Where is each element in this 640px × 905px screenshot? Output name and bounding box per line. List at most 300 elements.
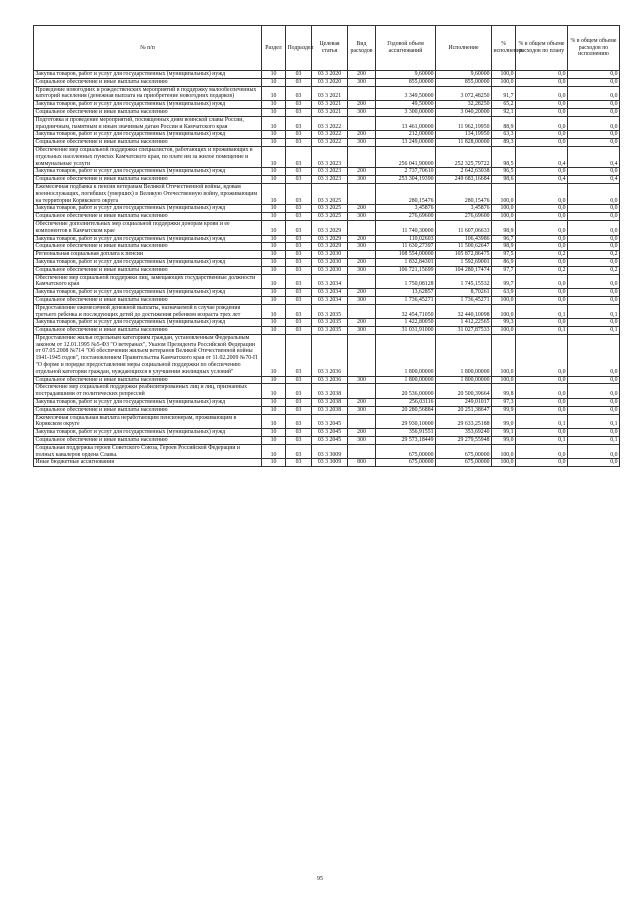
row-share-total: 0,1 [516,414,568,429]
row-name: Социальное обеспечение и иные выплаты населению [34,213,262,221]
row-share-total: 0,0 [516,168,568,176]
table-row [34,213,620,221]
row-name: Предоставление жилья отдельным категориям граждан, установленным Федеральным законом от 12.01.1995 №5-ФЗ "О ветеранах", Указом Президента Российской Федерации от 07.05.2008 №714 "Об обеспечении жильем ветеранов Великой Отечественной войны 1941-1945 годов", постановлением Правительства Камчатского края от 11.02.2009 №70-П "О форме и порядке предоставления меры социальной поддержки по обеспечению отдельной категории граждан, нуждающихся в улучшении жилищных условий" [34,334,262,376]
row-razdel: 10 [262,205,286,213]
row-razdel: 10 [262,86,286,101]
row-share-total: 0,0 [516,296,568,304]
table-row [34,146,620,167]
row-razdel: 10 [262,376,286,384]
row-share-exec: 0,2 [568,266,620,274]
row-podrazdel: 03 [286,71,312,79]
row-share-exec: 0,0 [568,274,620,289]
row-share-exec: 0,4 [568,146,620,167]
row-csr: 03 3 2045 [312,437,348,445]
table-row [34,319,620,327]
row-name: Обеспечение мер социальной поддержки лиц, замещающих государственные должности Камчатского края [34,274,262,289]
table-row [34,399,620,407]
row-fact: 9,60000 [436,71,492,79]
row-share-exec: 0,0 [568,289,620,297]
row-plan: 20 536,00000 [376,384,436,399]
row-name: Социальное обеспечение и иные выплаты населению [34,243,262,251]
row-share-exec: 0,1 [568,414,620,429]
row-name: Закупка товаров, работ и услуг для государственных (муниципальных) нужд [34,235,262,243]
row-fact: 249,01017 [436,399,492,407]
row-csr: 03 3 2029 [312,243,348,251]
row-csr: 03 3 2022 [312,139,348,147]
row-share-exec: 0,0 [568,296,620,304]
row-fact: 1 592,69001 [436,258,492,266]
row-csr: 03 3 2029 [312,220,348,235]
row-plan: 256 041,90000 [376,146,436,167]
row-fact: 855,00000 [436,78,492,86]
row-fact: 280,15476 [436,183,492,204]
table-header-row [34,26,620,71]
row-name: Закупка товаров, работ и услуг для государственных (муниципальных) нужд [34,131,262,139]
row-name: Социальное обеспечение и иные выплаты населению [34,176,262,184]
row-fact: 249 683,16684 [436,176,492,184]
row-share-total: 0,1 [516,304,568,319]
row-fact: 104 280,17474 [436,266,492,274]
row-podrazdel: 03 [286,139,312,147]
table-row [34,289,620,297]
row-razdel: 10 [262,183,286,204]
row-razdel: 10 [262,243,286,251]
row-fact: 11 607,06633 [436,220,492,235]
row-razdel: 10 [262,459,286,467]
table-row [34,101,620,109]
row-pct: 100,0 [492,459,516,467]
row-razdel: 10 [262,406,286,414]
row-plan: 32 454,71050 [376,304,436,319]
row-pct: 100,0 [492,376,516,384]
row-razdel: 10 [262,258,286,266]
row-plan: 49,50000 [376,101,436,109]
row-pct: 98,9 [492,220,516,235]
row-plan: 108 554,00000 [376,251,436,259]
row-podrazdel: 03 [286,101,312,109]
row-razdel: 10 [262,213,286,221]
row-pct: 100,0 [492,304,516,319]
row-plan: 106 721,15699 [376,266,436,274]
row-share-total: 0,0 [516,86,568,101]
row-share-exec: 0,0 [568,183,620,204]
row-vr [348,414,376,429]
row-vr: 200 [348,429,376,437]
row-vr: 300 [348,437,376,445]
table-row [34,327,620,335]
row-pct: 88,9 [492,116,516,131]
row-share-exec: 0,0 [568,258,620,266]
row-share-total: 0,0 [516,183,568,204]
row-pct: 98,5 [492,146,516,167]
document-page [33,25,619,467]
row-share-total: 0,0 [516,101,568,109]
row-pct: 63,9 [492,289,516,297]
row-share-total: 0,1 [516,437,568,445]
row-razdel: 10 [262,78,286,86]
row-vr: 200 [348,101,376,109]
row-share-exec: 0,0 [568,101,620,109]
row-share-total: 0,0 [516,213,568,221]
row-vr [348,251,376,259]
row-vr: 300 [348,213,376,221]
row-csr: 03 3 2023 [312,168,348,176]
row-pct: 99,0 [492,414,516,429]
row-razdel: 10 [262,399,286,407]
header-plan: Годовой объем ассигнований [376,26,436,71]
table-row [34,334,620,376]
row-plan: 11 740,30000 [376,220,436,235]
table-row [34,429,620,437]
row-podrazdel: 03 [286,444,312,459]
row-share-total: 0,0 [516,258,568,266]
row-plan: 855,00000 [376,78,436,86]
row-share-total: 0,0 [516,319,568,327]
row-plan: 9,60000 [376,71,436,79]
row-vr: 300 [348,176,376,184]
table-row [34,220,620,235]
row-pct: 96,7 [492,235,516,243]
row-csr: 03 3 3009 [312,459,348,467]
row-share-exec: 0,0 [568,168,620,176]
row-fact: 32 440,10098 [436,304,492,319]
row-fact: 8,70261 [436,289,492,297]
row-fact: 3 072,48250 [436,86,492,101]
row-csr: 03 3 2034 [312,296,348,304]
row-podrazdel: 03 [286,414,312,429]
row-razdel: 10 [262,327,286,335]
row-name: Закупка товаров, работ и услуг для государственных (муниципальных) нужд [34,205,262,213]
row-pct: 98,6 [492,176,516,184]
row-share-exec: 0,0 [568,86,620,101]
row-plan: 3 349,50000 [376,86,436,101]
header-share-total: % в общем объеме расходов по плану [516,26,568,71]
row-name: Закупка товаров, работ и услуг для государственных (муниципальных) нужд [34,289,262,297]
row-fact: 20 251,38647 [436,406,492,414]
row-pct: 97,7 [492,266,516,274]
row-plan: 13 461,00000 [376,116,436,131]
row-fact: 1 736,45271 [436,296,492,304]
row-name: Закупка товаров, работ и услуг для государственных (муниципальных) нужд [34,168,262,176]
row-vr: 200 [348,319,376,327]
row-name: Закупка товаров, работ и услуг для государственных (муниципальных) нужд [34,71,262,79]
row-vr: 300 [348,78,376,86]
row-podrazdel: 03 [286,334,312,376]
row-podrazdel: 03 [286,116,312,131]
row-csr: 03 3 2023 [312,146,348,167]
row-share-exec: 0,0 [568,459,620,467]
row-podrazdel: 03 [286,243,312,251]
row-csr: 03 3 2030 [312,266,348,274]
row-podrazdel: 03 [286,78,312,86]
row-vr: 200 [348,71,376,79]
row-razdel: 10 [262,274,286,289]
table-row [34,205,620,213]
row-share-exec: 0,4 [568,176,620,184]
row-name: Социальное обеспечение и иные выплаты населению [34,296,262,304]
row-pct: 100,0 [492,205,516,213]
row-share-exec: 0,0 [568,235,620,243]
row-vr [348,86,376,101]
row-podrazdel: 03 [286,146,312,167]
table-row [34,168,620,176]
row-vr [348,444,376,459]
row-fact: 11 962,19950 [436,116,492,131]
table-row [34,274,620,289]
table-row [34,258,620,266]
row-share-exec: 0,0 [568,205,620,213]
row-share-total: 0,0 [516,384,568,399]
row-csr: 03 3 2035 [312,327,348,335]
page-number: 95 [317,876,323,882]
row-plan: 253 304,19390 [376,176,436,184]
row-pct: 99,0 [492,437,516,445]
table-row [34,86,620,101]
table-row [34,116,620,131]
row-fact: 32,28250 [436,101,492,109]
row-name: Ежемесячная социальная выплата неработающим пенсионерам, проживающим в Корякском округе [34,414,262,429]
header-fact: Исполнение [436,26,492,71]
row-share-total: 0,0 [516,334,568,376]
row-share-exec: 0,1 [568,437,620,445]
row-podrazdel: 03 [286,235,312,243]
table-row [34,437,620,445]
row-share-total: 0,0 [516,444,568,459]
row-razdel: 10 [262,319,286,327]
row-share-total: 0,0 [516,116,568,131]
row-plan: 1 422,80050 [376,319,436,327]
row-share-exec: 0,1 [568,304,620,319]
row-podrazdel: 03 [286,437,312,445]
row-name: Закупка товаров, работ и услуг для государственных (муниципальных) нужд [34,429,262,437]
row-vr: 300 [348,327,376,335]
row-share-total: 0,0 [516,205,568,213]
row-share-exec: 0,0 [568,220,620,235]
row-csr: 03 3 3009 [312,444,348,459]
row-vr: 200 [348,205,376,213]
row-podrazdel: 03 [286,399,312,407]
row-fact: 11 500,62647 [436,243,492,251]
row-pct: 99,8 [492,384,516,399]
row-csr: 03 3 2023 [312,176,348,184]
row-vr [348,116,376,131]
row-razdel: 10 [262,437,286,445]
row-razdel: 10 [262,289,286,297]
row-plan: 1 800,00000 [376,376,436,384]
row-podrazdel: 03 [286,251,312,259]
row-plan: 20 280,56884 [376,406,436,414]
row-share-total: 0,0 [516,429,568,437]
row-name: Обеспечение мер социальной поддержки специалистов, работающих и проживающих в отдельных населенных пунктах Камчатского края, по плате им за жилое помещение и коммунальные услуги [34,146,262,167]
row-pct: 100,0 [492,334,516,376]
row-csr: 03 3 2030 [312,258,348,266]
row-pct: 100,0 [492,213,516,221]
row-share-total: 0,0 [516,274,568,289]
row-vr: 200 [348,258,376,266]
table-row [34,406,620,414]
row-razdel: 10 [262,71,286,79]
row-fact: 105 872,86475 [436,251,492,259]
row-plan: 11 630,27397 [376,243,436,251]
row-plan: 1 800,00000 [376,334,436,376]
row-name: Обеспечение дополнительных мер социальной поддержки донорам крови и ее компонентов в Камчатском крае [34,220,262,235]
row-vr: 200 [348,399,376,407]
row-share-exec: 0,0 [568,429,620,437]
row-csr: 03 3 2020 [312,78,348,86]
row-vr [348,220,376,235]
row-razdel: 10 [262,176,286,184]
row-name: Обеспечение мер социальной поддержки реабилитированных лиц и лиц, признанных пострадавшими от политических репрессий [34,384,262,399]
row-fact: 675,00000 [436,459,492,467]
row-fact: 353,69240 [436,429,492,437]
row-share-exec: 0,1 [568,327,620,335]
row-name: Подготовка и проведение мероприятий, посвященных дням воинской славы России, праздничным, памятным и иным значимым датам России и Камчатского края [34,116,262,131]
table-row [34,266,620,274]
row-fact: 134,19950 [436,131,492,139]
row-name: Социальное обеспечение и иные выплаты населению [34,139,262,147]
row-vr [348,274,376,289]
row-razdel: 10 [262,296,286,304]
row-plan: 212,00000 [376,131,436,139]
row-csr: 03 3 2036 [312,334,348,376]
row-vr [348,384,376,399]
row-plan: 1 832,84301 [376,258,436,266]
row-pct: 65,2 [492,101,516,109]
row-plan: 3,45876 [376,205,436,213]
row-plan: 675,00000 [376,444,436,459]
row-razdel: 10 [262,146,286,167]
row-razdel: 10 [262,139,286,147]
row-pct: 100,0 [492,327,516,335]
table-row [34,139,620,147]
row-razdel: 10 [262,429,286,437]
row-share-total: 0,0 [516,220,568,235]
row-share-exec: 0,0 [568,399,620,407]
row-razdel: 10 [262,251,286,259]
row-fact: 2 642,63038 [436,168,492,176]
row-csr: 03 3 2035 [312,304,348,319]
row-name: Закупка товаров, работ и услуг для государственных (муниципальных) нужд [34,319,262,327]
row-fact: 1 412,22565 [436,319,492,327]
budget-table [33,25,620,467]
row-share-total: 0,0 [516,71,568,79]
row-pct: 99,1 [492,429,516,437]
table-row [34,459,620,467]
row-share-exec: 0,0 [568,108,620,116]
header-razdel: Раздел [262,26,286,71]
row-share-exec: 0,0 [568,131,620,139]
row-pct: 99,7 [492,274,516,289]
table-row [34,251,620,259]
row-razdel: 10 [262,304,286,319]
header-share-exec: % в общем объеме расходов по исполнению [568,26,620,71]
row-fact: 11 828,00000 [436,139,492,147]
row-vr: 200 [348,168,376,176]
row-plan: 13,62857 [376,289,436,297]
row-csr: 03 3 2021 [312,86,348,101]
row-share-exec: 0,0 [568,334,620,376]
row-share-total: 0,2 [516,251,568,259]
row-pct: 99,9 [492,406,516,414]
row-podrazdel: 03 [286,108,312,116]
row-vr: 300 [348,296,376,304]
row-podrazdel: 03 [286,213,312,221]
row-podrazdel: 03 [286,296,312,304]
row-name: Предоставление ежемесячной денежной выплаты, назначаемой в случае рождения третьего ребенка и последующих детей до достижения ребенком возраста трех лет [34,304,262,319]
row-podrazdel: 03 [286,168,312,176]
row-razdel: 10 [262,235,286,243]
table-row [34,235,620,243]
row-podrazdel: 03 [286,183,312,204]
row-plan: 29 573,18449 [376,437,436,445]
row-pct: 100,0 [492,444,516,459]
row-name: Ежемесячная подбавка к пенсии ветеранам Великой Отечественной войны, вдовам военнослужащих, погибших (умерших) в Великую Отечественную войну, проживающим на территории Корякского округа [34,183,262,204]
row-vr: 300 [348,139,376,147]
row-podrazdel: 03 [286,429,312,437]
row-csr: 03 3 2045 [312,414,348,429]
row-share-total: 0,0 [516,243,568,251]
row-share-exec: 0,0 [568,376,620,384]
table-body [34,71,620,467]
row-name: Социальное обеспечение и иные выплаты населению [34,376,262,384]
row-plan: 2 737,70610 [376,168,436,176]
row-share-total: 0,0 [516,131,568,139]
table-row [34,183,620,204]
table-row [34,296,620,304]
row-razdel: 10 [262,414,286,429]
row-share-exec: 0,2 [568,251,620,259]
row-share-exec: 0,0 [568,384,620,399]
row-share-exec: 0,0 [568,116,620,131]
row-csr: 03 3 2021 [312,108,348,116]
row-podrazdel: 03 [286,176,312,184]
row-name: Иные бюджетные ассигнования [34,459,262,467]
row-fact: 3 040,20000 [436,108,492,116]
row-csr: 03 3 2022 [312,116,348,131]
row-vr: 200 [348,289,376,297]
row-name: Региональная социальная доплата к пенсии [34,251,262,259]
row-plan: 276,69600 [376,213,436,221]
row-vr: 300 [348,376,376,384]
row-csr: 03 3 2022 [312,131,348,139]
row-csr: 03 3 2036 [312,376,348,384]
row-plan: 31 031,91000 [376,327,436,335]
row-pct: 96,5 [492,168,516,176]
row-name: Социальное обеспечение и иные выплаты населению [34,78,262,86]
row-fact: 675,00000 [436,444,492,459]
row-fact: 1 745,15532 [436,274,492,289]
row-pct: 100,0 [492,183,516,204]
row-vr: 300 [348,266,376,274]
row-pct: 100,0 [492,71,516,79]
header-csr: Целевая статья [312,26,348,71]
row-share-total: 0,0 [516,459,568,467]
row-podrazdel: 03 [286,384,312,399]
header-vr: Вид расходов [348,26,376,71]
row-podrazdel: 03 [286,304,312,319]
row-share-total: 0,4 [516,146,568,167]
row-name: Социальная поддержка героев Советского Союза, Героев Российской Федерации и полных кавалеров ордена Славы. [34,444,262,459]
row-plan: 3 300,00000 [376,108,436,116]
row-csr: 03 3 2021 [312,101,348,109]
row-share-total: 0,1 [516,327,568,335]
row-podrazdel: 03 [286,376,312,384]
row-csr: 03 3 2034 [312,289,348,297]
row-podrazdel: 03 [286,266,312,274]
row-share-total: 0,2 [516,266,568,274]
row-pct: 97,5 [492,251,516,259]
row-pct: 99,3 [492,319,516,327]
